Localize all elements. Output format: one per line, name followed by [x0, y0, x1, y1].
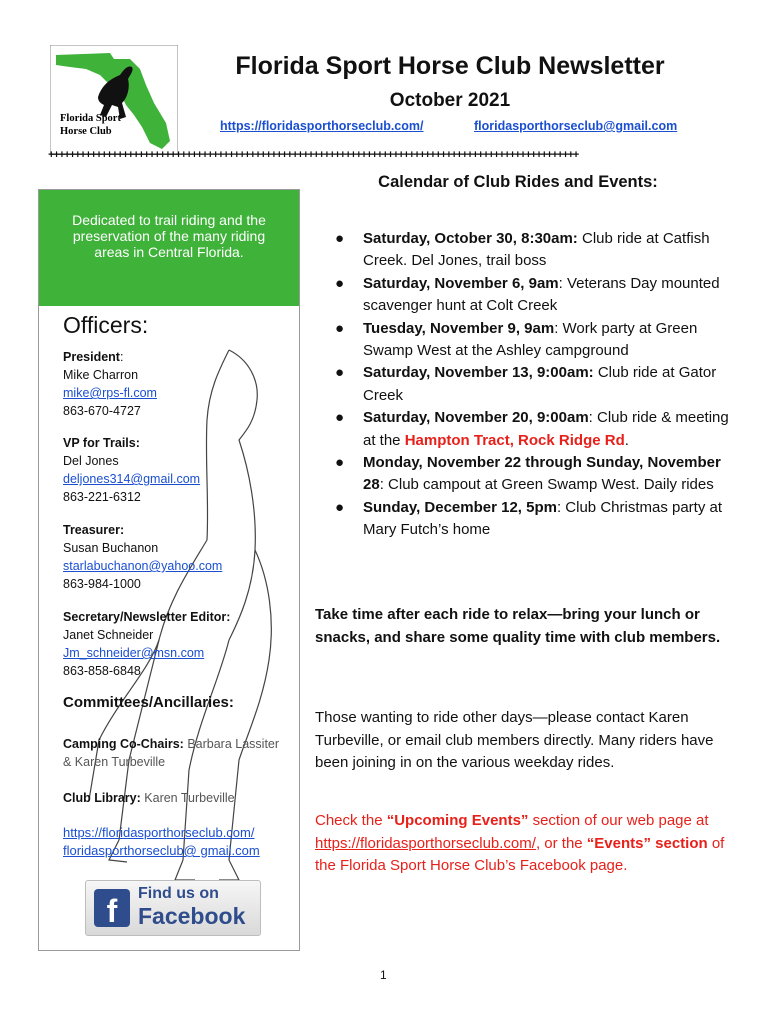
officer-role-suffix: : [119, 350, 124, 364]
divider-line: ++++++++++++++++++++++++++++++++++++++++++++++++++++++++++++++++++++++++++++++++++++++++++++++++++++ [48, 150, 579, 162]
relax-paragraph: Take time after each ride to relax—bring your lunch or snacks, and share some quality time with club members. [315, 606, 721, 646]
officer-email-link[interactable]: deljones314@gmail.com [63, 472, 201, 486]
bullet-icon: ● [335, 364, 345, 382]
list-item [335, 497, 735, 542]
event-desc: : Veterans Day mounted scavenger hunt at Colt Creek [363, 274, 720, 315]
event-date: Saturday, November 13, 9:00am: [363, 364, 594, 382]
bullet-icon: ● [335, 409, 345, 427]
check-mid: section of our web page at [528, 812, 709, 829]
list-item [335, 273, 735, 318]
event-date: Monday, November 22 through Sunday, November 28 [363, 454, 721, 494]
camping-names: Barbara Lassiter & Karen Turbeville [63, 737, 280, 769]
check-events-paragraph [315, 810, 730, 878]
newsletter-date: October 2021 [389, 90, 511, 111]
officers-heading [63, 312, 149, 338]
officer-phone: 863-984-1000 [63, 577, 141, 591]
camping-co-chairs [63, 735, 288, 771]
library-label: Club Library: [63, 791, 141, 805]
logo-text [60, 112, 121, 138]
tagline-box [39, 190, 299, 306]
check-end: of the Florida Sport Horse Club’s Facebook page. [315, 834, 725, 875]
officer-vp-trails [63, 434, 200, 506]
officers-title: Officers [63, 312, 142, 338]
officer-secretary [63, 608, 230, 680]
other-days-paragraph: Those wanting to ride other days—please contact Karen Turbeville, or email club members directly. Many riders have been joining in on the various weekday rides. [315, 709, 714, 772]
events-list [335, 228, 735, 542]
officer-role: President [63, 350, 120, 364]
officer-email-link[interactable]: mike@rps-fl.com [63, 386, 157, 400]
event-desc: : Work party at Green Swamp West at the Ashley campground [363, 319, 698, 360]
event-date: Tuesday, November 9, 9am [363, 319, 555, 337]
officer-name: Susan Buchanon [63, 541, 159, 555]
check-prefix: Check the [315, 812, 387, 829]
sidebar [38, 189, 300, 951]
bullet-icon: ● [335, 319, 345, 337]
header-email-link[interactable]: floridasporthorseclub@gmail.com [474, 119, 678, 133]
event-desc: Club ride at Catfish Creek. Del Jones, trail boss [363, 230, 710, 270]
list-item [335, 452, 735, 497]
officer-email-link[interactable]: Jm_schneider@msn.com [63, 646, 205, 660]
officer-phone: 863-670-4727 [63, 404, 141, 418]
bullet-icon: ● [335, 498, 345, 516]
list-item [335, 318, 735, 363]
officer-phone: 863-858-6848 [63, 664, 141, 678]
sidebar-links [63, 824, 260, 860]
officer-role: Treasurer: [63, 523, 125, 537]
event-desc: Club ride at Gator Creek [363, 364, 717, 404]
calendar-heading: Calendar of Club Rides and Events: [378, 173, 658, 191]
event-location: Hampton Tract, Rock Ridge Rd [404, 431, 625, 449]
event-tail: . [624, 431, 629, 449]
header-website-link[interactable]: https://floridasporthorseclub.com/ [220, 119, 424, 133]
event-desc: : Club campout at Green Swamp West. Daily rides [379, 476, 714, 494]
committees-heading: Committees/Ancillaries: [63, 694, 234, 711]
sidebar-website-link[interactable]: https://floridasporthorseclub.com/ [63, 825, 255, 840]
officer-name: Janet Schneider [63, 628, 154, 642]
facebook-events-label: “Events” section [586, 834, 708, 852]
facebook-button[interactable] [85, 880, 261, 936]
bullet-icon: ● [335, 454, 345, 472]
officer-role: VP for Trails: [63, 436, 140, 450]
facebook-line-1: Find us on [138, 885, 219, 902]
page-number: 1 [380, 968, 387, 982]
library-name: Karen Turbeville [144, 791, 235, 805]
officer-president [63, 348, 157, 420]
bullet-icon: ● [335, 274, 345, 292]
officer-name: Del Jones [63, 454, 119, 468]
club-logo [50, 45, 178, 155]
event-desc: : Club ride & meeting at the [363, 409, 729, 449]
club-library [63, 789, 235, 807]
camping-label: Camping Co-Chairs: [63, 737, 184, 751]
officer-name: Mike Charron [63, 368, 139, 382]
officer-role: Secretary/Newsletter Editor: [63, 610, 231, 624]
event-date: Saturday, October 30, 8:30am: [363, 230, 578, 247]
upcoming-events-label: “Upcoming Events” [386, 812, 529, 829]
facebook-f-icon: f [94, 889, 130, 927]
list-item [335, 228, 735, 273]
event-desc: : Club Christmas party at Mary Futch’s home [363, 498, 723, 539]
tagline: Dedicated to trail riding and the preservation of the many riding areas in Central Florida. [72, 212, 266, 260]
officers-colon: : [141, 312, 149, 338]
facebook-line-2: Facebook [138, 903, 246, 929]
logo-line-1: Florida Sport [60, 113, 121, 124]
logo-line-2: Horse Club [60, 126, 112, 137]
event-date: Sunday, December 12, 5pm [363, 498, 557, 516]
check-or: , or the [535, 834, 587, 852]
officer-phone: 863-221-6312 [63, 490, 141, 504]
list-item [335, 407, 735, 452]
events-website-link[interactable]: https://floridasporthorseclub.com/ [315, 834, 536, 852]
bullet-icon: ● [335, 230, 345, 247]
officer-email-link[interactable]: starlabuchanon@yahoo.com [63, 559, 223, 573]
officer-treasurer [63, 521, 222, 593]
newsletter-title: Florida Sport Horse Club Newsletter [235, 52, 665, 80]
event-date: Saturday, November 6, 9am [363, 274, 559, 292]
list-item [335, 362, 735, 407]
event-date: Saturday, November 20, 9:00am [363, 409, 589, 427]
sidebar-email-link[interactable]: floridasporthorseclub@ gmail.com [63, 843, 260, 858]
